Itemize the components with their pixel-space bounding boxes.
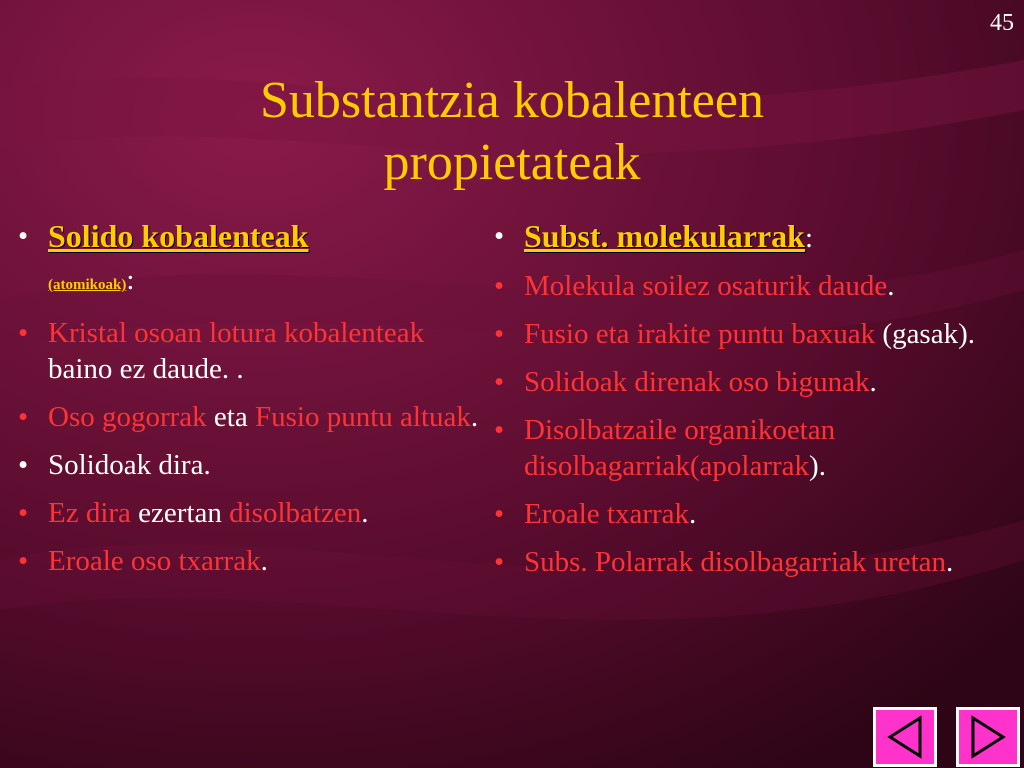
- item-text: disolbatzen: [229, 497, 362, 529]
- right-heading: Subst. molekularrak: [524, 218, 805, 254]
- left-heading-sub: (atomikoak): [48, 277, 127, 293]
- bullet: •: [494, 270, 505, 302]
- page-number: 45: [990, 10, 1014, 36]
- next-slide-button[interactable]: [956, 707, 1020, 767]
- list-item: [14, 399, 494, 435]
- item-text: Ez dira: [48, 497, 131, 529]
- item-text: Oso gogorrak: [48, 401, 207, 433]
- bullet: •: [18, 545, 29, 577]
- title-line-2: propietateak: [383, 134, 641, 191]
- item-text: .: [887, 270, 895, 302]
- item-text: .: [470, 401, 479, 433]
- list-item: [490, 544, 990, 580]
- item-text: Solidoak direnak oso bigunak: [524, 366, 870, 398]
- slide-title: [0, 70, 1024, 194]
- item-text: Fusio eta irakite puntu baxuak: [524, 318, 876, 350]
- item-text: ).: [809, 450, 826, 482]
- item-text: Disolbatzaile organikoetan disolbagarriak(apolarrak: [524, 414, 836, 482]
- triangle-right-icon: [959, 710, 1017, 764]
- list-item: [14, 447, 494, 483]
- bullet: •: [494, 498, 505, 530]
- list-item: [490, 412, 990, 484]
- item-text: .: [869, 366, 877, 398]
- item-text: (gasak).: [875, 318, 975, 350]
- triangle-left-icon: [876, 710, 934, 764]
- item-text: baino ez daude. .: [48, 353, 244, 385]
- item-text: eta: [206, 401, 255, 433]
- left-heading: Solido kobalenteak: [48, 218, 309, 254]
- item-text: Solidoak dira.: [48, 449, 211, 481]
- bullet: •: [18, 317, 29, 349]
- left-column: [14, 218, 494, 591]
- list-item: [490, 496, 990, 532]
- item-text: Molekula soilez osaturik daude: [524, 270, 888, 302]
- right-column: [490, 218, 990, 592]
- list-item: [490, 268, 990, 304]
- bullet: •: [494, 318, 505, 350]
- list-item: [14, 495, 494, 531]
- bullet: •: [18, 497, 29, 529]
- item-text: Eroale oso txarrak: [48, 545, 261, 577]
- bullet: •: [494, 546, 505, 578]
- title-line-1: Substantzia kobalenteen: [260, 72, 764, 129]
- list-item: [490, 364, 990, 400]
- item-text: .: [260, 545, 268, 577]
- bullet: •: [494, 220, 505, 252]
- previous-slide-button[interactable]: [873, 707, 937, 767]
- item-text: ezertan: [130, 497, 230, 529]
- right-heading-item: [490, 218, 990, 256]
- item-text: .: [946, 546, 954, 578]
- item-text: .: [689, 498, 697, 530]
- item-text: .: [361, 497, 369, 529]
- bullet: •: [18, 220, 29, 252]
- left-heading-item: [14, 218, 494, 303]
- list-item: [14, 543, 494, 579]
- bullet: •: [18, 401, 29, 433]
- list-item: [490, 316, 990, 352]
- list-item: [14, 315, 494, 387]
- bullet: •: [18, 449, 29, 481]
- left-heading-colon: :: [126, 264, 135, 296]
- item-text: Fusio puntu altuak: [254, 401, 471, 433]
- right-heading-colon: :: [804, 222, 813, 254]
- bullet: •: [494, 414, 505, 446]
- bullet: •: [494, 366, 505, 398]
- item-text: Kristal osoan lotura kobalenteak: [48, 317, 425, 349]
- item-text: Subs. Polarrak disolbagarriak uretan: [524, 546, 947, 578]
- item-text: Eroale txarrak: [524, 498, 690, 530]
